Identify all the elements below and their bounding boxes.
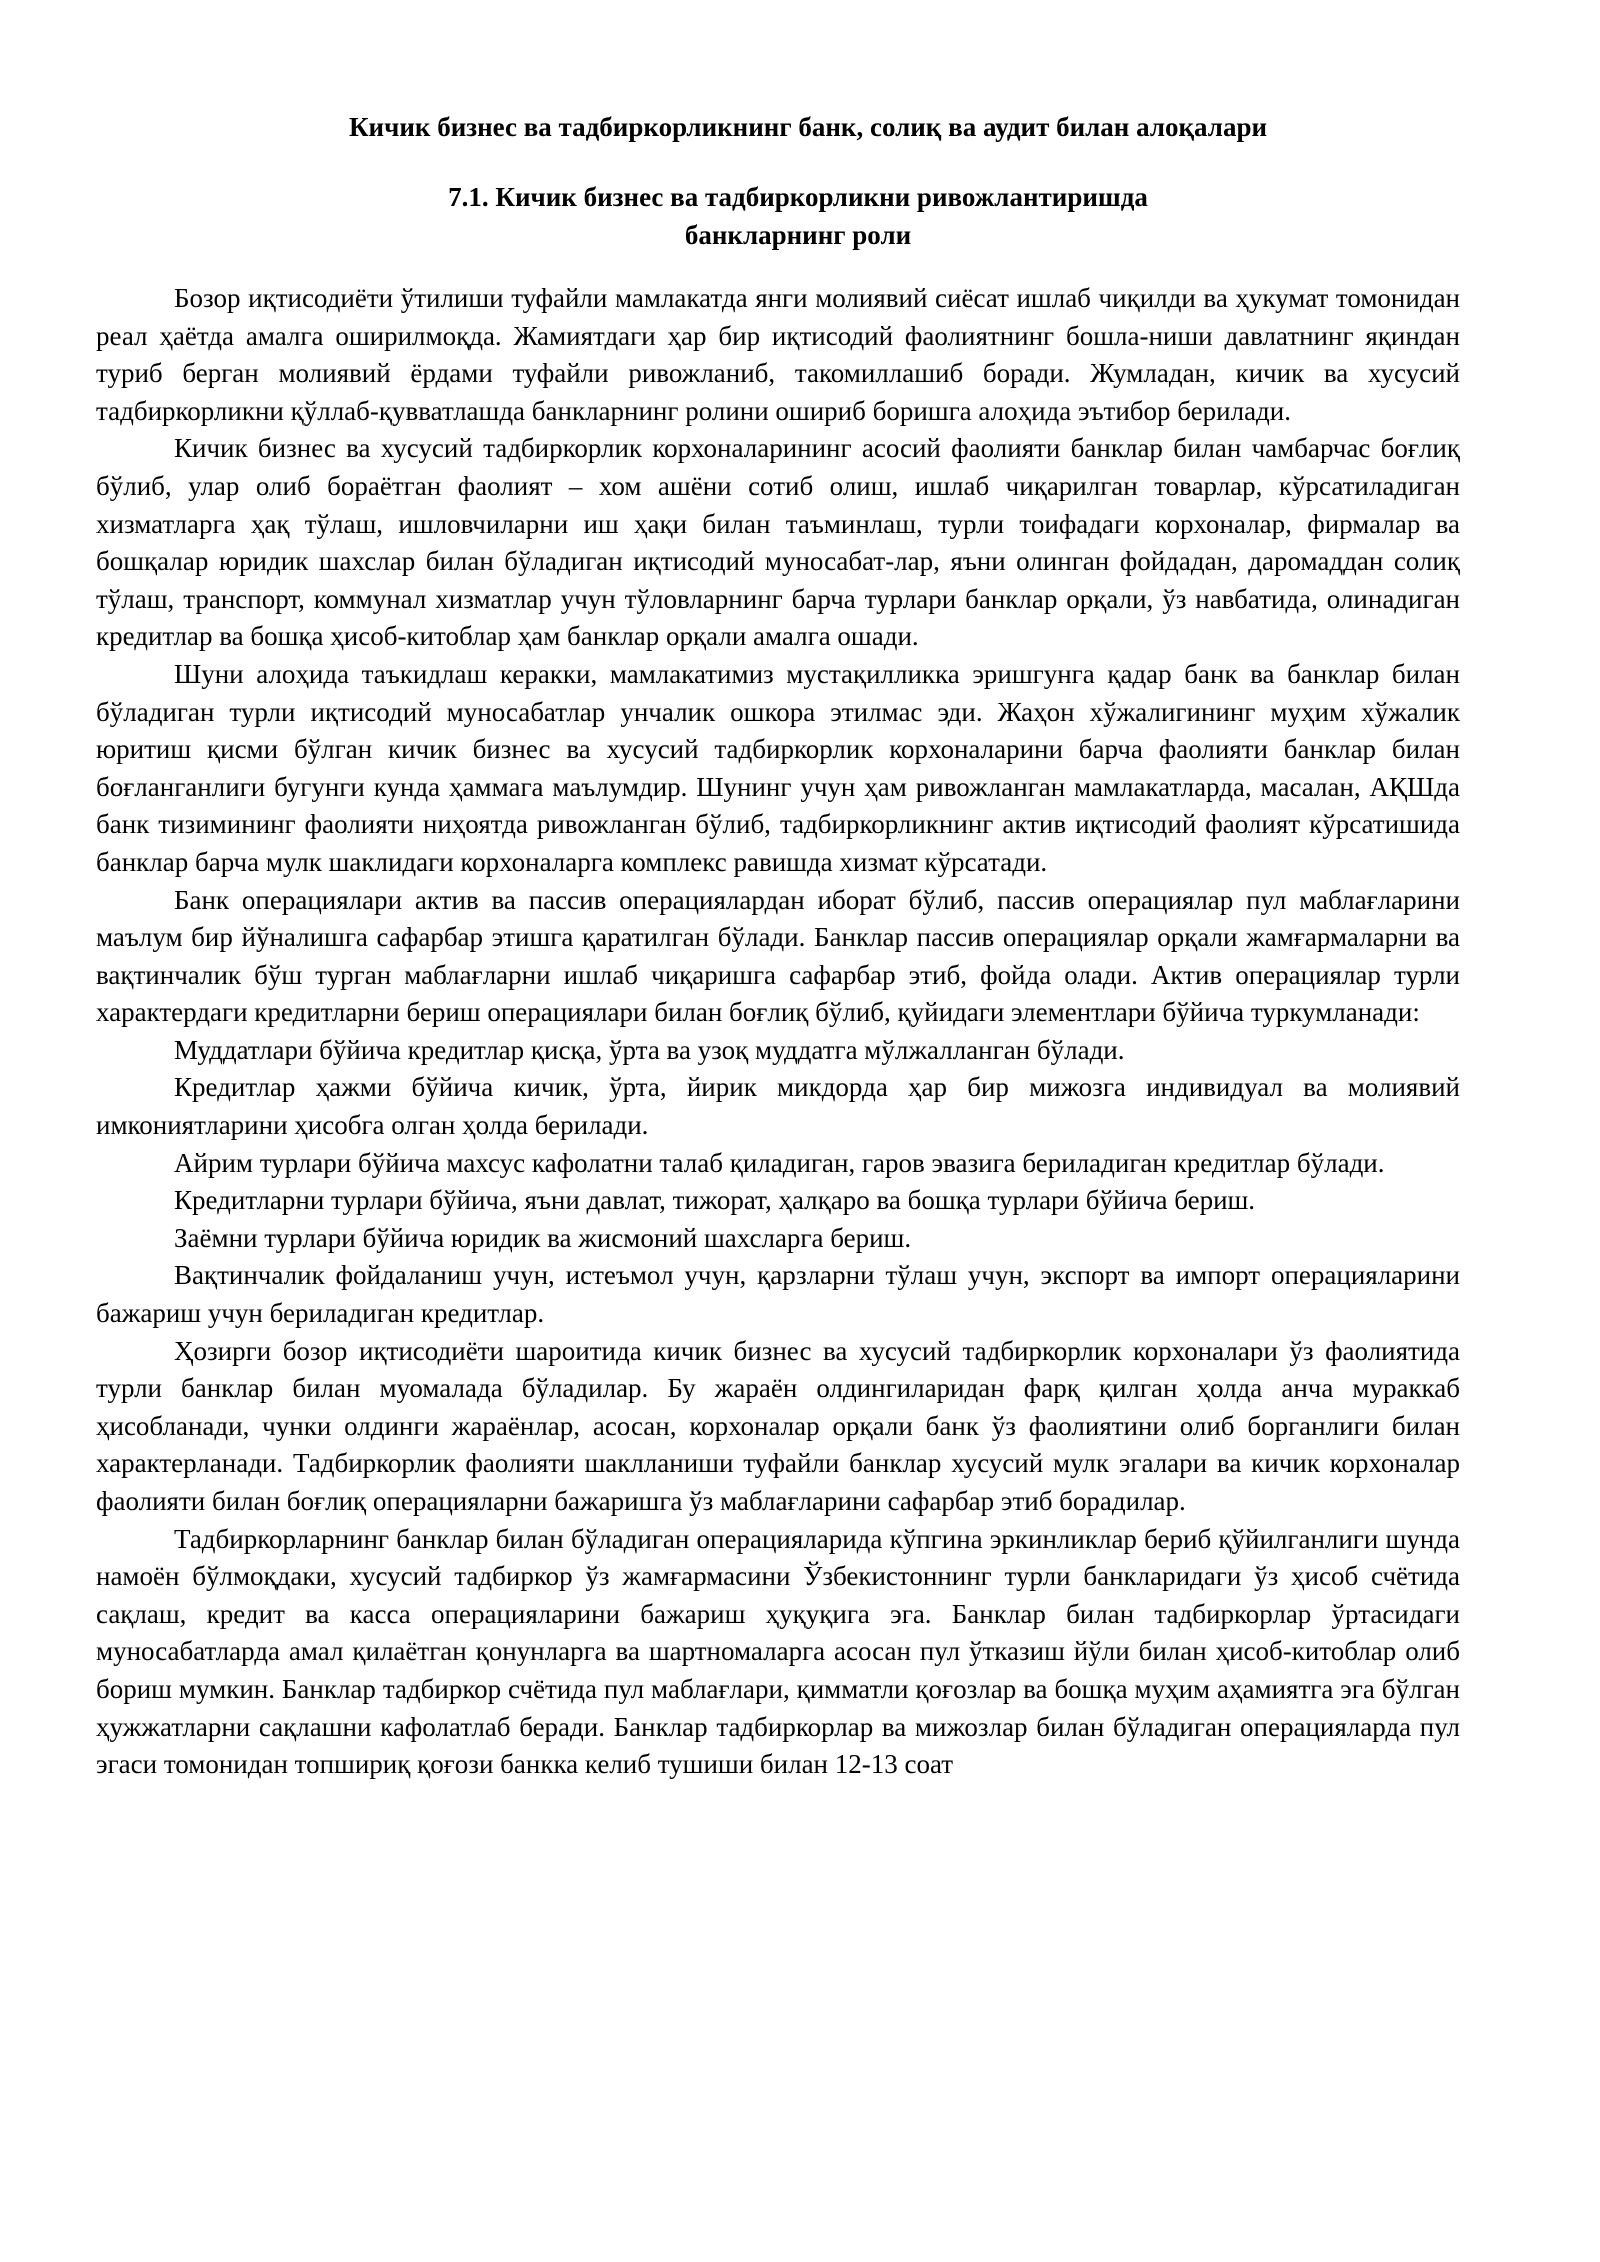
section-title-line-2: банкларнинг роли: [684, 220, 912, 250]
section-title-line-1: 7.1. Кичик бизнес ва тадбиркорликни ривожлантиришда: [448, 182, 1148, 212]
paragraph: Кредитлар ҳажми бўйича кичик, ўрта, йирик микдорда ҳар бир мижозга индивидуал ва молиявий имкониятларини ҳисобга олган ҳолда берилади.: [96, 1072, 1460, 1141]
section-title: [96, 178, 1460, 254]
paragraph: Ҳозирги бозор иқтисодиёти шароитида кичик бизнес ва хусусий тадбиркорлик корхоналари ўз фаолиятида турли банклар билан муомалада бўладилар. Бу жараён олдингиларидан фарқ қилган ҳолда анча мураккаб ҳисобланади, чунки олдинги жараёнлар, асосан, корхоналар орқали банк ўз фаолиятини олиб борганлиги билан характерланади. Тадбиркорлик фаолияти шаклланиши туфайли банклар хусусий мулк эгалари ва кичик корхоналар фаолияти билан боғлиқ операцияларни бажаришга ўз маблағларини сафарбар этиб борадилар.: [96, 1335, 1460, 1516]
paragraph: Тадбиркорларнинг банклар билан бўладиган операцияларида кўпгина эркинликлар бериб қўйилганлиги шунда намоён бўлмоқдаки, хусусий тадбиркор ўз жамғармасини Ўзбекистоннинг турли банкларидаги ўз ҳисоб счётида сақлаш, кредит ва касса операцияларини бажариш ҳуқуқига эга. Банклар билан тадбиркорлар ўртасидаги муносабатларда амал қилаётган қонунларга ва шартномаларга асосан пул ўтказиш йўли билан ҳисоб-китоблар олиб бориш мумкин. Банклар тадбиркор счётида пул маблағлари, қимматли қоғозлар ва бошқа муҳим аҳамиятга эга бўлган ҳужжатларни сақлашни кафолатлаб беради. Банклар тадбиркорлар ва мижозлар билан бўладиган операцияларда пул эгаси томонидан топшириқ қоғози банкка келиб тушиши билан 12-13 соат: [96, 1523, 1460, 1780]
paragraph: Айрим турлари бўйича махсус кафолатни талаб қиладиган, гаров эвазига бериладиган кредитлар бўлади.: [174, 1147, 1385, 1178]
document-title: Кичик бизнес ва тадбиркорликнинг банк, солиқ ва аудит билан алоқалари: [348, 112, 1268, 142]
paragraph: Кичик бизнес ва хусусий тадбиркорлик корхоналарининг асосий фаолияти банклар билан чамбарчас боғлиқ бўлиб, улар олиб бораётган фаолият – хом ашёни сотиб олиш, ишлаб чиқарилган товарлар, кўрсатиладиган хизматларга ҳақ тўлаш, ишловчиларни иш ҳақи билан таъминлаш, турли тоифадаги корхоналар, фирмалар ва бошқалар юридик шахслар билан бўладиган иқтисодий муносабат-лар, яъни олинган фойдадан, даромаддан солиқ тўлаш, транспорт, коммунал хизматлар учун тўловларнинг барча турлари банклар орқали, ўз навбатида, олинадиган кредитлар ва бошқа ҳисоб-китоблар ҳам банклар орқали амалга ошади.: [96, 433, 1460, 652]
paragraph: Муддатлари бўйича кредитлар қисқа, ўрта ва узоқ муддатга мўлжалланган бўлади.: [174, 1034, 1125, 1065]
paragraph: Шуни алоҳида таъкидлаш керакки, мамлакатимиз мустақилликка эришгунга қадар банк ва банклар билан бўладиган турли иқтисодий муносабатлар унчалик ошкора этилмас эди. Жаҳон хўжалигининг муҳим хўжалик юритиш қисми бўлган кичик бизнес ва хусусий тадбиркорлик корхоналарини барча фаолияти банклар билан боғланганлиги бугунги кунда ҳаммага маълумдир. Шунинг учун ҳам ривожланган мамлакатларда, масалан, АҚШда банк тизимининг фаолияти ниҳоятда ривожланган бўлиб, тадбиркорликнинг актив иқтисодий фаолият кўрсатишида банклар барча мулк шаклидаги корхоналарга комплекс равишда хизмат кўрсатади.: [96, 658, 1460, 877]
document-page: [96, 108, 1460, 1784]
paragraph: Банк операциялари актив ва пассив операциялардан иборат бўлиб, пассив операциялар пул маблағларини маълум бир йўналишга сафарбар этишга қаратилган бўлади. Банклар пассив операциялар орқали жамғармаларни ва вақтинчалик бўш турган маблағларни ишлаб чиқаришга сафарбар этиб, фойда олади. Актив операциялар турли характердаги кредитларни бериш операциялари билан боғлиқ бўлиб, қуйидаги элементлари бўйича туркумланади:: [96, 884, 1460, 1028]
paragraph: Бозор иқтисодиёти ўтилиши туфайли мамлакатда янги молиявий сиёсат ишлаб чиқилди ва ҳукумат томонидан реал ҳаётда амалга оширилмоқда. Жамиятдаги ҳар бир иқтисодий фаолиятнинг бошла-ниши давлатнинг яқиндан туриб берган молиявий ёрдами туфайли ривожланиб, такомиллашиб боради. Жумладан, кичик ва хусусий тадбиркорликни қўллаб-қувватлашда банкларнинг ролини ошириб боришга алоҳида эътибор берилади.: [96, 283, 1460, 426]
paragraph: Заёмни турлари бўйича юридик ва жисмоний шахсларга бериш.: [174, 1222, 912, 1253]
paragraph: Вақтинчалик фойдаланиш учун, истеъмол учун, қарзларни тўлаш учун, экспорт ва импорт операцияларини бажариш учун бериладиган кредитлар.: [96, 1260, 1460, 1329]
paragraph: Кредитларни турлари бўйича, яъни давлат, тижорат, ҳалқаро ва бошқа турлари бўйича бериш.: [174, 1185, 1256, 1216]
